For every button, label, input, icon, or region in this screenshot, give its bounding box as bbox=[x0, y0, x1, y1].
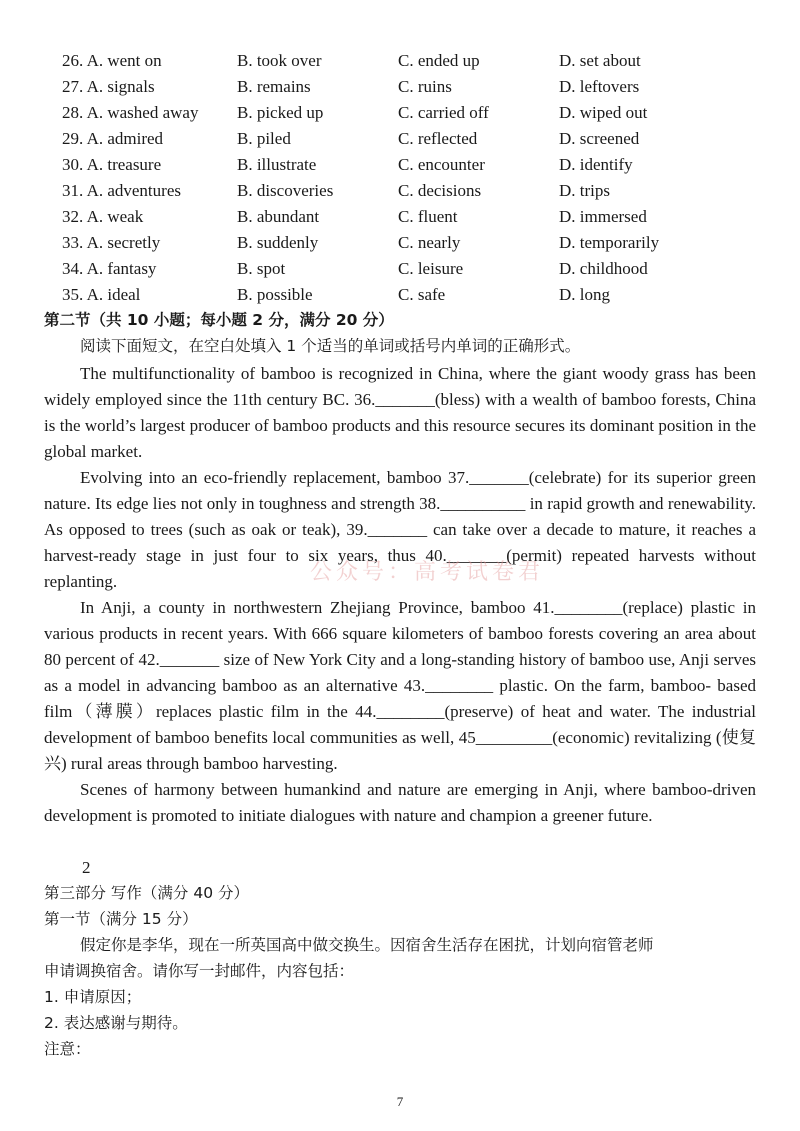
option-row bbox=[62, 204, 762, 230]
blank-38: 38.__________ bbox=[419, 494, 526, 513]
option-text: A. signals bbox=[86, 77, 155, 96]
option-c: C. reflected bbox=[398, 129, 478, 148]
option-row bbox=[62, 256, 762, 282]
option-d: D. leftovers bbox=[559, 77, 640, 96]
writing-prompt-line-2: 申请调换宿舍。请你写一封邮件，内容包括： bbox=[44, 962, 355, 980]
option-b: B. spot bbox=[237, 259, 286, 278]
blank-45: 45_________ bbox=[458, 728, 553, 747]
option-d: D. wiped out bbox=[559, 103, 648, 122]
option-d: D. set about bbox=[559, 51, 641, 70]
question-number: 32. bbox=[62, 207, 84, 226]
option-c: C. safe bbox=[398, 285, 446, 304]
watermark: 公众号：高考试卷君 bbox=[310, 560, 545, 585]
option-text: A. weak bbox=[86, 207, 144, 226]
question-number: 27. bbox=[62, 77, 84, 96]
option-text: A. ideal bbox=[86, 285, 141, 304]
option-d: D. temporarily bbox=[559, 233, 660, 252]
blank-42: 42._______ bbox=[138, 650, 220, 669]
option-text: A. went on bbox=[86, 51, 162, 70]
option-row bbox=[62, 178, 762, 204]
option-c: C. leisure bbox=[398, 259, 464, 278]
option-d: D. identify bbox=[559, 155, 633, 174]
question-number: 28. bbox=[62, 103, 84, 122]
stray-number: 2 bbox=[82, 858, 91, 877]
option-c: C. decisions bbox=[398, 181, 482, 200]
option-c: C. ruins bbox=[398, 77, 452, 96]
blank-36: 36._______ bbox=[354, 390, 435, 409]
blank-41: 41.________ bbox=[533, 598, 623, 617]
option-a bbox=[62, 282, 140, 308]
option-a bbox=[62, 230, 160, 256]
option-c: C. ended up bbox=[398, 51, 480, 70]
passage-paragraph-1: The multifunctionality of bamboo is recognized in China, where the giant woody grass has been widely employed since the 11th century BC. 36._______(bless) with a wealth of bamboo forests, China is the world’s largest producer of bamboo products and this resource secures its dominant position in the global market. bbox=[44, 364, 757, 461]
blank-37: 37._______ bbox=[447, 468, 529, 487]
option-d: D. immersed bbox=[559, 207, 647, 226]
option-a bbox=[62, 152, 161, 178]
option-d: D. screened bbox=[559, 129, 640, 148]
blank-43: 43.________ bbox=[403, 676, 494, 695]
option-text: A. adventures bbox=[86, 181, 181, 200]
part-3-section-1: 第一节（满分 15 分） bbox=[44, 910, 198, 928]
blank-40: 40._______ bbox=[425, 546, 507, 565]
option-b: B. took over bbox=[237, 51, 322, 70]
passage bbox=[44, 361, 756, 829]
option-text: A. treasure bbox=[86, 155, 162, 174]
option-text: A. secretly bbox=[86, 233, 161, 252]
section-2-instruction: 阅读下面短文，在空白处填入 1 个适当的单词或括号内单词的正确形式。 bbox=[80, 337, 581, 355]
option-c: C. nearly bbox=[398, 233, 461, 252]
option-text: A. fantasy bbox=[86, 259, 157, 278]
option-c: C. encounter bbox=[398, 155, 485, 174]
option-a bbox=[62, 74, 155, 100]
option-b: B. piled bbox=[237, 129, 291, 148]
writing-item-2: 2. 表达感谢与期待。 bbox=[44, 1014, 188, 1032]
option-d: D. trips bbox=[559, 181, 610, 200]
option-a bbox=[62, 204, 143, 230]
option-a bbox=[62, 178, 181, 204]
option-row bbox=[62, 74, 762, 100]
blank-39: 39._______ bbox=[346, 520, 428, 539]
section-2-heading: 第二节（共 10 小题；每小题 2 分，满分 20 分） bbox=[44, 311, 394, 329]
question-number: 30. bbox=[62, 155, 84, 174]
option-c: C. carried off bbox=[398, 103, 489, 122]
option-b: B. possible bbox=[237, 285, 313, 304]
question-number: 29. bbox=[62, 129, 84, 148]
question-number: 35. bbox=[62, 285, 84, 304]
option-row bbox=[62, 152, 762, 178]
option-b: B. picked up bbox=[237, 103, 324, 122]
option-a bbox=[62, 126, 163, 152]
option-a bbox=[62, 256, 156, 282]
option-row bbox=[62, 100, 762, 126]
passage-paragraph-3: In Anji, a county in northwestern Zhejiang Province, bamboo 41.________(replace) plastic in various products in recent years. With 666 square kilometers of bamboo forests covering an area about 80 percent of 42._______ size of New York City and a long-standing history of bamboo use, Anji serves as a model in advancing bamboo as an alternative 43.________ plastic. On the farm, bamboo- based film（薄膜）replaces plastic film in the 44.________(preserve) of heat and water. The industrial development of bamboo benefits local communities as well, 45_________(economic) revitalizing (使复兴) rural areas through bamboo harvesting. bbox=[44, 598, 756, 773]
option-b: B. discoveries bbox=[237, 181, 334, 200]
writing-note: 注意： bbox=[44, 1040, 91, 1058]
option-row bbox=[62, 282, 762, 308]
option-row bbox=[62, 126, 762, 152]
option-text: A. washed away bbox=[86, 103, 199, 122]
option-b: B. suddenly bbox=[237, 233, 319, 252]
option-d: D. childhood bbox=[559, 259, 648, 278]
writing-item-1: 1. 申请原因； bbox=[44, 988, 142, 1006]
question-number: 33. bbox=[62, 233, 84, 252]
option-row bbox=[62, 230, 762, 256]
option-b: B. abundant bbox=[237, 207, 320, 226]
passage-paragraph-4: Scenes of harmony between humankind and nature are emerging in Anji, where bamboo-driven development is promoted to initiate dialogues with nature and champion a greener future. bbox=[44, 780, 756, 825]
option-b: B. illustrate bbox=[237, 155, 317, 174]
part-3-heading: 第三部分 写作（满分 40 分） bbox=[44, 884, 250, 902]
option-d: D. long bbox=[559, 285, 610, 304]
page-number: 7 bbox=[396, 1094, 404, 1109]
answer-options bbox=[62, 48, 762, 308]
question-number: 31. bbox=[62, 181, 84, 200]
option-c: C. fluent bbox=[398, 207, 458, 226]
option-row bbox=[62, 48, 762, 74]
option-a bbox=[62, 48, 162, 74]
passage-paragraph-2: Evolving into an eco-friendly replacement, bamboo 37._______(celebrate) for its superior green nature. Its edge lies not only in toughness and strength 38.__________ in rapid growth and renewability. As opposed to trees (such as oak or teak), 39._______ can take over a decade to mature, it reaches a harvest-ready stage in just four to six years, thus 40._______(permit) repeated harvests without replanting. bbox=[44, 468, 756, 591]
writing-prompt-line-1: 假定你是李华，现在一所英国高中做交换生。因宿舍生活存在困扰，计划向宿管老师 bbox=[80, 936, 654, 954]
question-number: 34. bbox=[62, 259, 84, 278]
option-a bbox=[62, 100, 198, 126]
option-b: B. remains bbox=[237, 77, 311, 96]
option-text: A. admired bbox=[86, 129, 164, 148]
blank-44: 44.________ bbox=[355, 702, 445, 721]
question-number: 26. bbox=[62, 51, 84, 70]
